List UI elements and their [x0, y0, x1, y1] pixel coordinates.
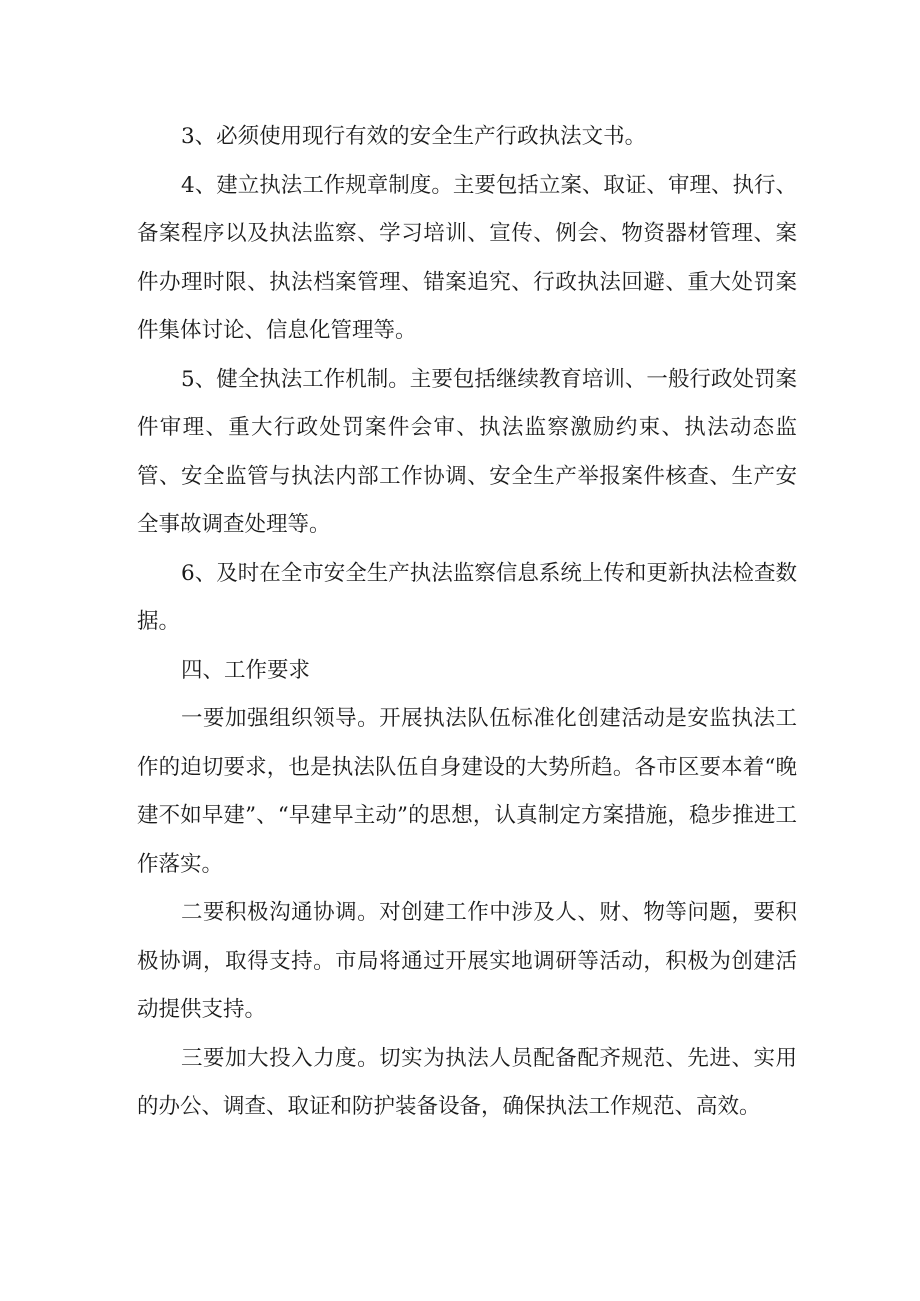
document-body	[137, 113, 797, 1132]
section-heading-work-requirements: 四、工作要求	[181, 657, 311, 683]
paragraph-item-5: 5、健全执法工作机制。主要包括继续教育培训、一般行政处罚案件审理、重大行政处罚案件会审、执法监察激励约束、执法动态监管、安全监管与执法内部工作协调、安全生产举报案件核查、生产安全事故调查处理等。	[137, 366, 797, 537]
paragraph-requirement-1: 一要加强组织领导。开展执法队伍标准化创建活动是安监执法工作的迫切要求，也是执法队伍自身建设的大势所趋。各市区要本着“晚建不如早建”、“早建早主动”的思想，认真制定方案措施，稳步推进工作落实。	[137, 706, 797, 877]
paragraph-item-3: 3、必须使用现行有效的安全生产行政执法文书。	[181, 124, 647, 149]
paragraph-item-4: 4、建立执法工作规章制度。主要包括立案、取证、审理、执行、备案程序以及执法监察、学习培训、宣传、例会、物资器材管理、案件办理时限、执法档案管理、错案追究、行政执法回避、重大处罚案件集体讨论、信息化管理等。	[137, 172, 797, 343]
paragraph-requirement-2: 二要积极沟通协调。对创建工作中涉及人、财、物等问题，要积极协调，取得支持。市局将通过开展实地调研等活动，积极为创建活动提供支持。	[137, 900, 797, 1022]
paragraph-requirement-3: 三要加大投入力度。切实为执法人员配备配齐规范、先进、实用的办公、调查、取证和防护装备设备，确保执法工作规范、高效。	[137, 1045, 797, 1119]
paragraph-item-6: 6、及时在全市安全生产执法监察信息系统上传和更新执法检查数据。	[137, 560, 797, 634]
